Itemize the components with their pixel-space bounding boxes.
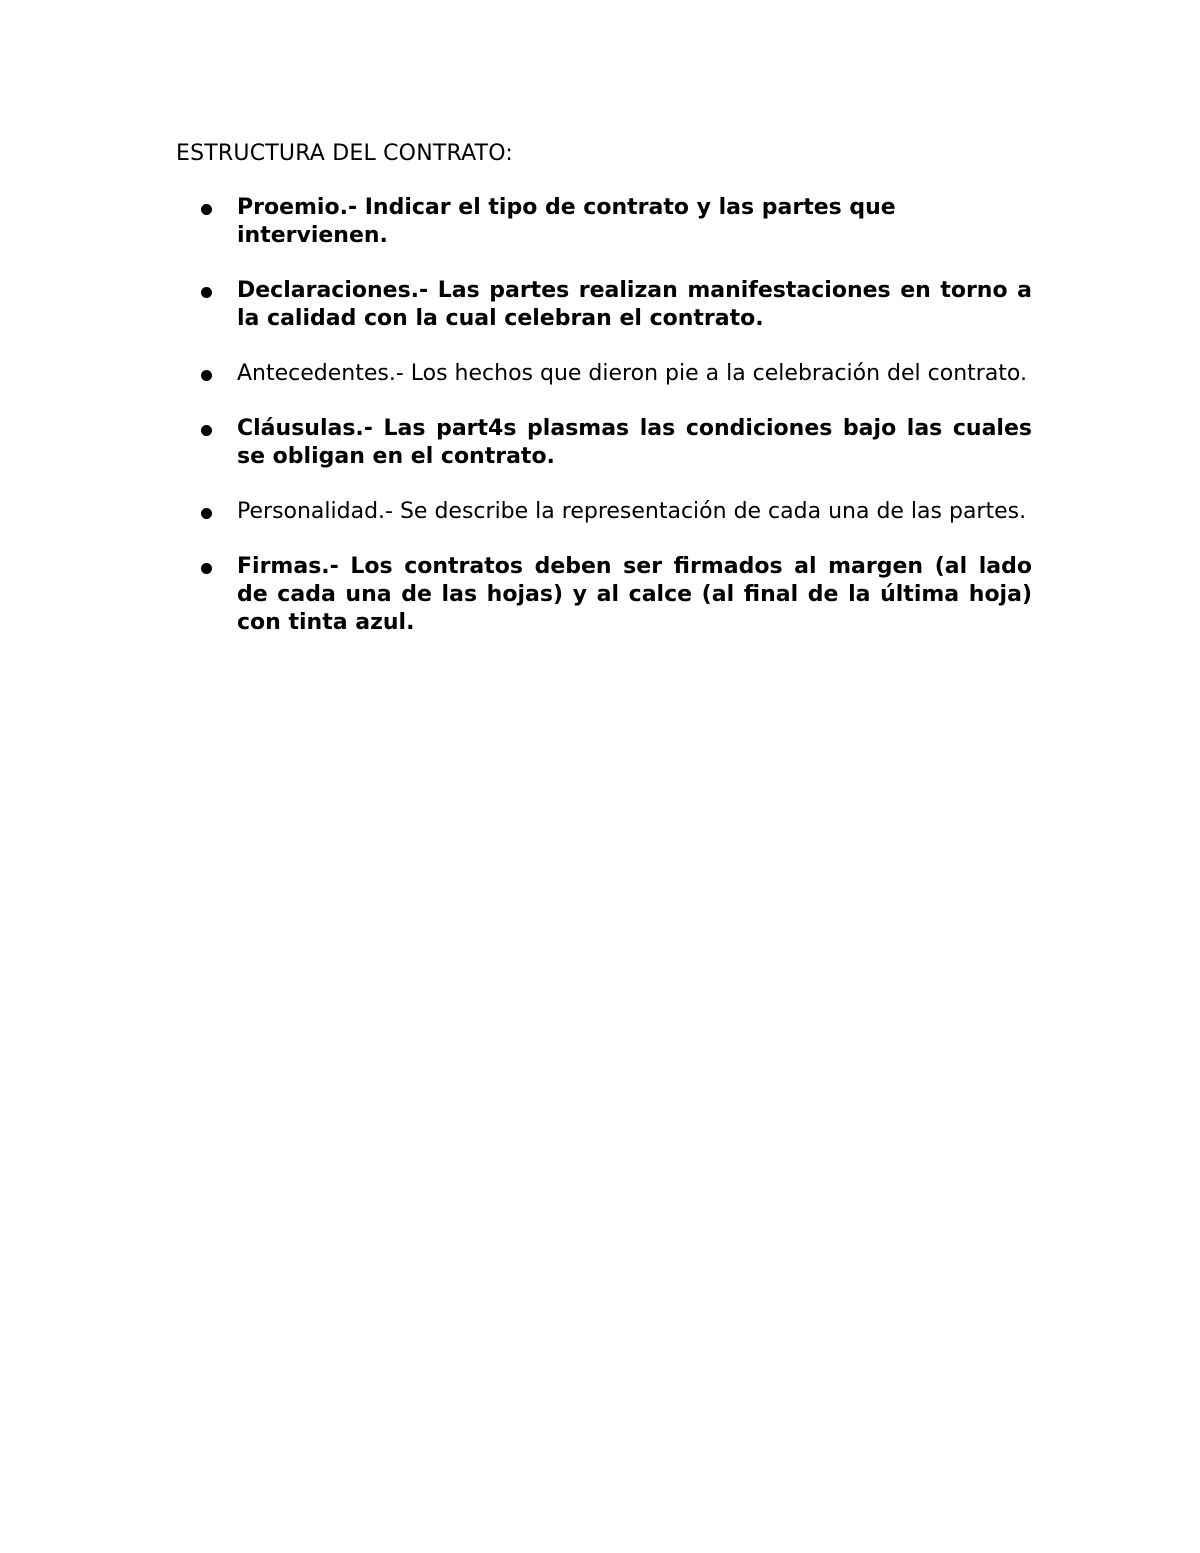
list-item-text: Firmas.- Los contratos deben ser firmados al margen (al lado de cada una de las hojas) y al calce (al final de la última hoja) con tinta azul. [237, 554, 1032, 635]
list-item-text: Proemio.- Indicar el tipo de contrato y las partes que intervienen. [237, 195, 896, 248]
list-item-declaraciones [176, 277, 1032, 333]
structure-list [176, 194, 1032, 664]
bullet-icon [201, 204, 212, 215]
list-item-clausulas [176, 415, 1032, 471]
bullet-icon [201, 508, 212, 519]
list-item-personalidad [176, 498, 1032, 526]
list-item-text: Declaraciones.- Las partes realizan manifestaciones en torno a la calidad con la cual celebran el contrato. [237, 278, 1032, 331]
list-item-firmas [176, 553, 1032, 637]
list-item-text: Cláusulas.- Las part4s plasmas las condiciones bajo las cuales se obligan en el contrato. [237, 416, 1032, 469]
document-heading: ESTRUCTURA DEL CONTRATO: [176, 141, 514, 166]
list-item-text: Personalidad.- Se describe la representación de cada una de las partes. [237, 499, 1027, 524]
bullet-icon [201, 563, 212, 574]
list-item-text: Antecedentes.- Los hechos que dieron pie a la celebración del contrato. [237, 361, 1027, 386]
list-item-antecedentes [176, 360, 1032, 388]
bullet-icon [201, 425, 212, 436]
list-item-proemio [176, 194, 1032, 250]
bullet-icon [201, 370, 212, 381]
bullet-icon [201, 287, 212, 298]
